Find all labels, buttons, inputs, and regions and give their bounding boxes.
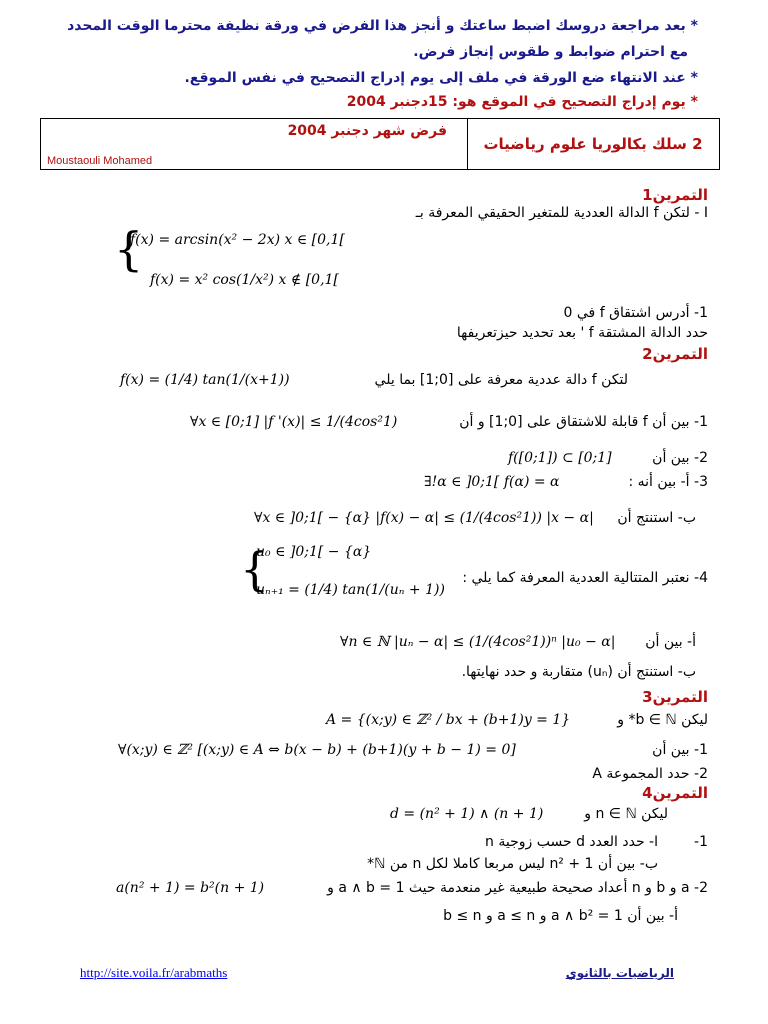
- exercise-3-title: التمرين3: [642, 688, 708, 706]
- ex2-seq-brace: {: [240, 542, 270, 596]
- note-4: * يوم إدراج التصحيح في الموقع هو: 15دجنبر 2004: [346, 94, 698, 110]
- ex2-q3-math: ∃!α ∈ ]0;1[ f(α) = α: [424, 474, 560, 490]
- ex2-q1-math: ∀x ∈ [0;1] |f '(x)| ≤ 1/(4cos²1): [190, 414, 398, 430]
- ex2-q2-math: f([0;1]) ⊂ [0;1]: [508, 450, 612, 466]
- ex4-q1: 1-: [694, 834, 708, 850]
- author-name: Moustaouli Mohamed: [47, 155, 153, 167]
- ex1-case2: f(x) = x² cos(1/x²) x ∉ [0,1[: [150, 272, 339, 288]
- ex3-set: A = {(x;y) ∈ ℤ² / bx + (b+1)y = 1}: [326, 712, 571, 728]
- ex3-q2: 2- حدد المجموعة A: [592, 766, 708, 782]
- class-level: 2 سلك بكالوريا علوم رياضيات: [483, 135, 703, 153]
- ex3-q1-math: ∀(x;y) ∈ ℤ² [(x;y) ∈ A ⇔ b(x − b) + (b+1)(y + b − 1) = 0]: [118, 742, 516, 758]
- note-2: مع احترام ضوابط و طقوس إنجاز فرض.: [413, 44, 688, 60]
- ex2-q1: 1- بين أن f قابلة للاشتقاق على [0;1] و أن: [459, 414, 708, 430]
- exercise-2-title: التمرين2: [642, 345, 708, 363]
- exercise-4-title: التمرين4: [642, 784, 708, 802]
- header-box: [40, 118, 720, 170]
- ex4-def: d = (n² + 1) ∧ (n + 1): [390, 806, 544, 822]
- ex2-q4b: ب- استنتج أن (uₙ) متقاربة و حدد نهايتها.: [461, 664, 696, 680]
- ex2-intro: لتكن f دالة عددية معرفة على [0;1] بما يلي: [374, 372, 628, 388]
- ex4-q2a: أ- بين أن a ∧ b² = 1 و a ≤ n و b ≤ n: [443, 908, 678, 924]
- ex1-line1: I - لتكن f الدالة العددية للمتغير الحقيقي المعرفة بـ: [415, 205, 708, 221]
- ex2-def: f(x) = (1/4) tan(1/(x+1)): [120, 372, 290, 388]
- ex4-q1b: ب- بين أن n² + 1 ليس مربعا كاملا لكل n من ℕ*: [367, 856, 658, 872]
- header-left-cell: [41, 119, 468, 169]
- ex2-q4a: أ- بين أن: [645, 634, 696, 650]
- ex3-intro: ليكن b ∈ ℕ* و: [617, 712, 708, 728]
- ex1-q2: حدد الدالة المشتقة f ' بعد تحديد حيزتعريفها: [456, 325, 708, 341]
- note-1: * بعد مراجعة دروسك اضبط ساعتك و أنجز هذا الفرض في ورقة نظيفة محترما الوقت المحدد: [67, 18, 698, 34]
- note-3: * عند الانتهاء ضع الورقة في ملف إلى يوم إدراج التصحيح في نفس الموقع.: [184, 70, 698, 86]
- ex2-seq-1: u₀ ∈ ]0;1[ − {α}: [256, 544, 372, 560]
- ex4-q1a: ا- حدد العدد d حسب زوجية n: [485, 834, 658, 850]
- ex3-q1: 1- بين أن: [652, 742, 708, 758]
- ex2-q3b-math: ∀x ∈ ]0;1[ − {α} |f(x) − α| ≤ (1/(4cos²1)) |x − α|: [254, 510, 594, 526]
- exercise-1-title: التمرين1: [642, 186, 708, 204]
- ex4-q2: 2- a و b و n أعداد صحيحة طبيعية غير منعدمة حيث a ∧ b = 1 و: [327, 880, 708, 896]
- ex2-q4a-math: ∀n ∈ ℕ |uₙ − α| ≤ (1/(4cos²1))ⁿ |u₀ − α|: [340, 634, 616, 650]
- ex2-q3: 3- أ- بين أنه :: [628, 474, 708, 490]
- ex1-brace: {: [114, 222, 144, 276]
- ex2-q2: 2- بين أن: [652, 450, 708, 466]
- ex2-seq-2: uₙ₊₁ = (1/4) tan(1/(uₙ + 1)): [256, 582, 445, 598]
- exam-title: فرض شهر دجنبر 2004: [287, 123, 447, 139]
- footer-link[interactable]: http://site.voila.fr/arabmaths: [80, 965, 228, 980]
- ex1-q1: 1- أدرس اشتقاق f في 0: [563, 305, 708, 321]
- ex4-q2-math: a(n² + 1) = b²(n + 1): [116, 880, 265, 896]
- ex1-case1: f(x) = arcsin(x² − 2x) x ∈ [0,1[: [130, 232, 345, 248]
- ex4-intro: ليكن n ∈ ℕ و: [584, 806, 668, 822]
- footer-site-name: الرياضيات بالثانوي: [565, 966, 674, 980]
- ex2-q4: 4- نعتبر المتتالية العددية المعرفة كما يلي :: [462, 570, 708, 586]
- ex2-q3b: ب- استنتج أن: [617, 510, 696, 526]
